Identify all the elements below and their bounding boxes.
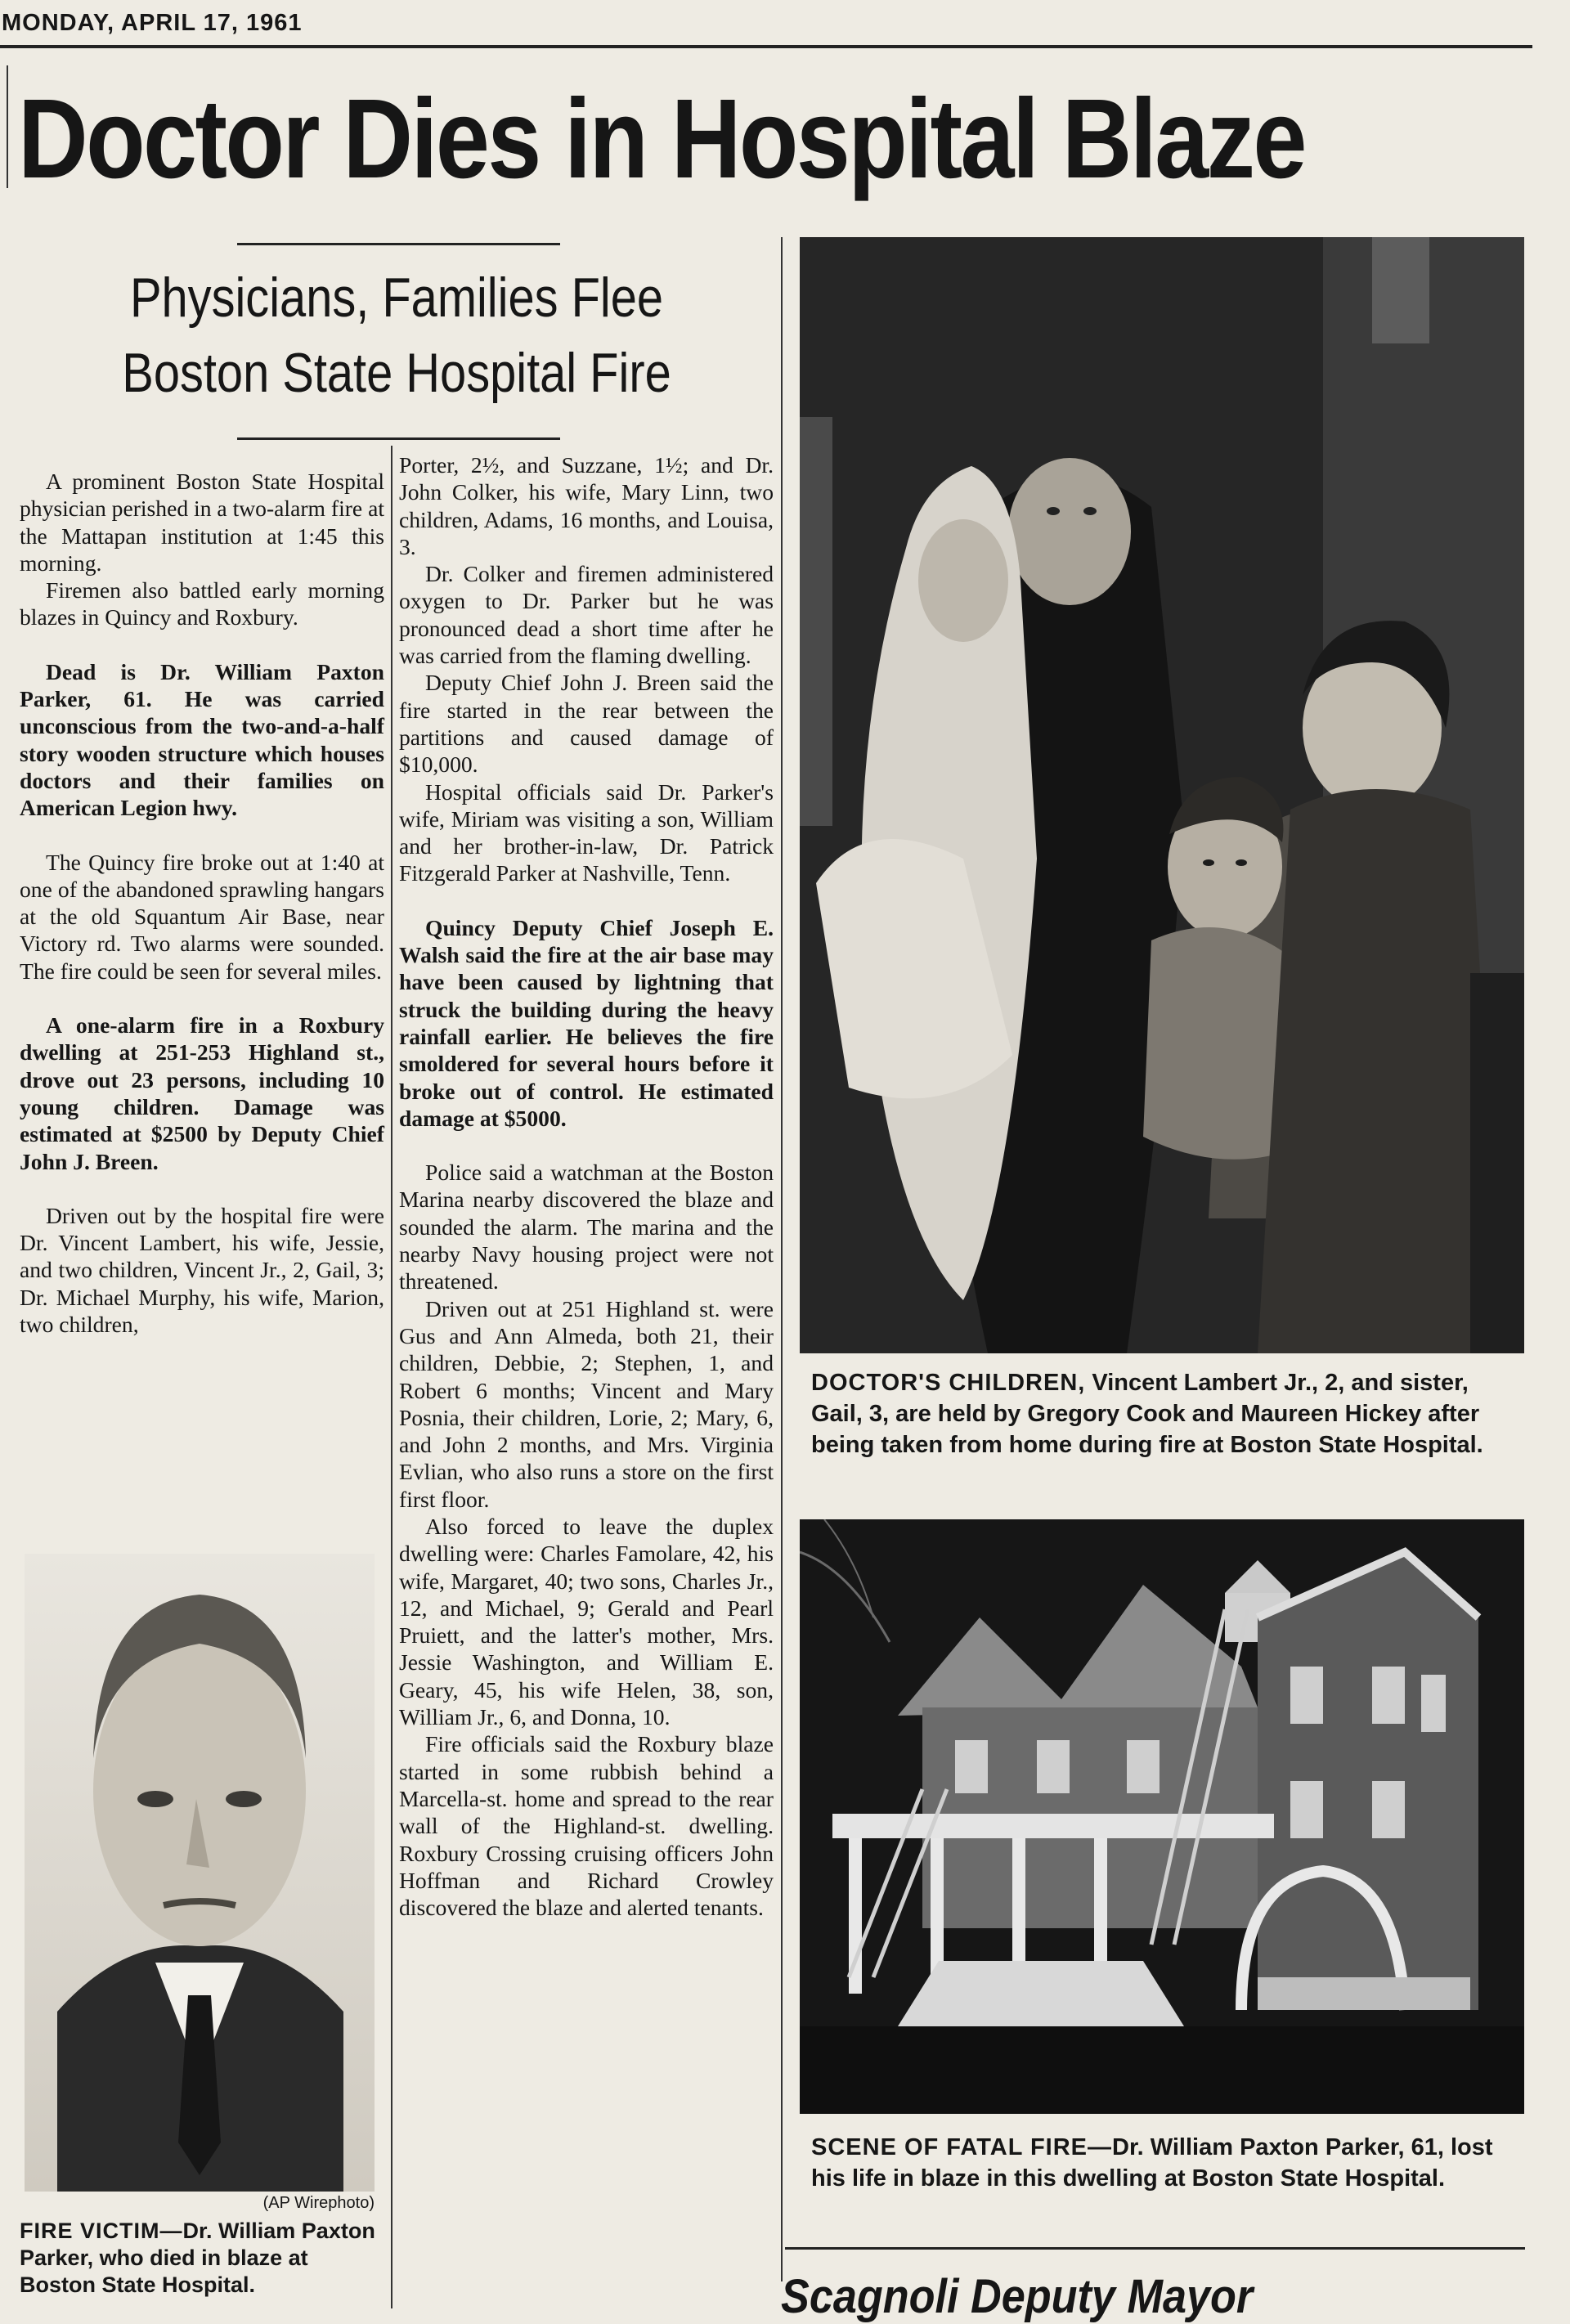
children-caption (811, 1367, 1510, 1460)
top-rule (0, 45, 1532, 48)
paragraph: Porter, 2½, and Suzzane, 1½; and Dr. John Colker, his wife, Mary Linn, two children, Adams, 16 months, and Louisa, 3. (399, 452, 774, 559)
paragraph: Also forced to leave the duplex dwelling were: Charles Famolare, 42, his wife, Margaret, 40; two sons, Charles Jr., 12, and Michael, 9; Gerald and Pearl Pruiett, and the latter's mother, Mrs. Jessie Washington, and William E. Geary, 45, his wife Helen, 38, son, William Jr., 6, and Donna, 10. (399, 1513, 774, 1730)
photo-credit: (AP Wirephoto) (262, 2194, 375, 2212)
story-column-1 (20, 468, 384, 1338)
house-caption (811, 2132, 1510, 2194)
paragraph: A one-alarm fire in a Roxbury dwelling at 251-253 Highland st., drove out 23 persons, including 10 young children. Damage was estimated at $2500 by Deputy Chief John J. Breen. (20, 1012, 384, 1174)
paragraph: Dr. Colker and firemen administered oxygen to Dr. Parker but he was pronounced dead a short time after he was carried from the flaming dwelling. (399, 561, 774, 669)
paragraph: Hospital officials said Dr. Parker's wife, Miriam was visiting a son, William and her brother-in-law, Dr. Patrick Fitzgerald Parker at Nashville, Tenn. (399, 778, 774, 886)
portrait-photo (25, 1554, 375, 2192)
headline: Doctor Dies in Hospital Blaze (18, 76, 1305, 202)
deck-rule-bottom (237, 437, 560, 440)
next-story-rule (785, 2247, 1525, 2250)
caption-lead: FIRE VICTIM— (20, 2219, 183, 2243)
column-rule-2 (781, 237, 783, 2281)
caption-lead: SCENE OF FATAL FIRE— (811, 2134, 1113, 2160)
paragraph: Dead is Dr. William Paxton Parker, 61. He was carried unconscious from the two-and-a-half story wooden structure which houses doctors and their families on American Legion hwy. (20, 658, 384, 821)
caption-text: Dr. William Paxton Parker, who died in blaze at Boston State Hospital. (20, 2219, 375, 2297)
paragraph: Police said a watchman at the Boston Marina nearby discovered the blaze and sounded the alarm. The marina and the nearby Navy housing project were not threatened. (399, 1160, 774, 1294)
children-photo (800, 237, 1524, 1353)
deck-line-1: Physicians, Families Flee (129, 267, 664, 329)
portrait-caption (20, 2218, 384, 2299)
story-column-2 (399, 451, 774, 1921)
caption-lead: DOCTOR'S CHILDREN, (811, 1370, 1086, 1396)
deck-line-2: Boston State Hospital Fire (122, 342, 671, 404)
dateline: MONDAY, APRIL 17, 1961 (2, 10, 303, 36)
caption-text: Dr. William Paxton Parker, 61, lost his life in blaze in this dwelling at Boston State Hospital. (811, 2134, 1493, 2192)
paragraph: A prominent Boston State Hospital physician perished in a two-alarm fire at the Mattapan institution at 1:45 this morning. (20, 469, 384, 576)
house-illustration (800, 1519, 1524, 2114)
paragraph: Deputy Chief John J. Breen said the fire started in the rear between the partitions and caused damage of $10,000. (399, 670, 774, 778)
paragraph: Driven out at 251 Highland st. were Gus and Ann Almeda, both 21, their children, Debbie, 2; Stephen, 1, and Robert 6 months; Vincent and Mary Posnia, their children, Lorie, 2; Mary, 6, and John 2 months, and Mrs. Virginia Evlian, who also runs a store on the first first floor. (399, 1295, 774, 1512)
paragraph: Driven out by the hospital fire were Dr. Vincent Lambert, his wife, Jessie, and two children, Vincent Jr., 2, Gail, 3; Dr. Michael Murphy, his wife, Marion, two children, (20, 1202, 384, 1338)
paragraph: Firemen also battled early morning blazes in Quincy and Roxbury. (20, 577, 384, 630)
paragraph: Fire officials said the Roxbury blaze started in some rubbish behind a Marcella-st. home and spread to the rear wall of the Highland-st. dwelling. Roxbury Crossing cruising officers John Hoffman and Richard Crowley discovered the blaze and alerted tenants. (399, 1731, 774, 1921)
caption-text: Vincent Lambert Jr., 2, and sister, Gail, 3, are held by Gregory Cook and Maureen Hickey after being taken from home during fire at Boston State Hospital. (811, 1370, 1483, 1458)
paragraph: Quincy Deputy Chief Joseph E. Walsh said the fire at the air base may have been caused by lightning that struck the building during the heavy rainfall earlier. He believes the fire smoldered for several hours before it broke out of control. He estimated damage at $5000. (399, 914, 774, 1131)
column-rule-1 (391, 446, 392, 2308)
left-edge-rule (7, 65, 8, 188)
children-illustration (800, 237, 1524, 1353)
paragraph: The Quincy fire broke out at 1:40 at one of the abandoned sprawling hangars at the old Squantum Air Base, near Victory rd. Two alarms were sounded. The fire could be seen for several miles. (20, 849, 384, 984)
deck-rule-top (237, 243, 560, 245)
house-photo (800, 1519, 1524, 2114)
next-story-headline: Scagnoli Deputy Mayor (781, 2270, 1254, 2323)
portrait-illustration (25, 1554, 375, 2192)
deck (16, 260, 777, 411)
